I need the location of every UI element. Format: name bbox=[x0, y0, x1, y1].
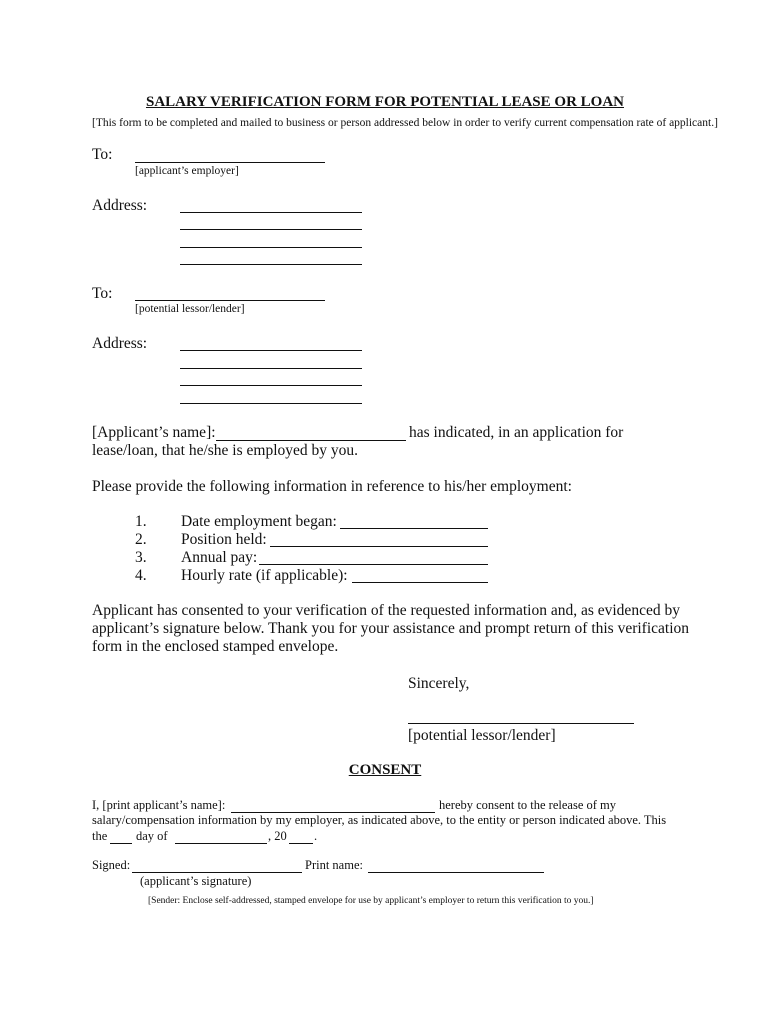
item-number: 3. bbox=[135, 549, 147, 566]
employer-caption: [applicant’s employer] bbox=[135, 165, 239, 177]
request-text: Please provide the following information in reference to his/her employment: bbox=[92, 478, 572, 495]
applicant-signature-field[interactable] bbox=[132, 872, 302, 873]
employer-to-label: To: bbox=[92, 146, 113, 163]
annual-pay-field[interactable] bbox=[259, 564, 488, 565]
consent-paragraph-line: form in the enclosed stamped envelope. bbox=[92, 638, 339, 655]
consent-day-field[interactable] bbox=[110, 843, 132, 844]
lender-caption: [potential lessor/lender] bbox=[135, 303, 245, 315]
consent-line3-end: . bbox=[314, 829, 318, 843]
employer-address-line-1[interactable] bbox=[180, 212, 362, 213]
item-number: 4. bbox=[135, 567, 147, 584]
consent-dayof-label: day of bbox=[136, 829, 168, 843]
lender-name-field[interactable] bbox=[135, 300, 325, 301]
applicant-name-field[interactable] bbox=[216, 440, 406, 441]
employer-address-label: Address: bbox=[92, 197, 148, 214]
item-number: 2. bbox=[135, 531, 147, 548]
hourly-rate-field[interactable] bbox=[352, 582, 488, 583]
sincerely-text: Sincerely, bbox=[408, 675, 470, 692]
applicant-signature-caption: (applicant’s signature) bbox=[140, 874, 252, 888]
consent-paragraph-line: Applicant has consented to your verification of the requested information and, as evidenced by bbox=[92, 602, 680, 619]
lender-address-label: Address: bbox=[92, 335, 148, 352]
consent-year-prefix: , 20 bbox=[268, 829, 287, 843]
print-name-label: Print name: bbox=[305, 858, 363, 872]
employer-address-line-4[interactable] bbox=[180, 264, 362, 265]
consent-line1-suffix: hereby consent to the release of my bbox=[439, 798, 617, 812]
date-employment-field[interactable] bbox=[340, 528, 488, 529]
item-label: Date employment began: bbox=[181, 513, 337, 530]
lender-address-line-4[interactable] bbox=[180, 403, 362, 404]
form-title: SALARY VERIFICATION FORM FOR POTENTIAL LEASE OR LOAN bbox=[145, 94, 624, 110]
applicant-line-2: lease/loan, that he/she is employed by you. bbox=[92, 442, 359, 459]
consent-heading: CONSENT bbox=[348, 762, 422, 778]
consent-month-field[interactable] bbox=[175, 843, 267, 844]
lender-address-line-2[interactable] bbox=[180, 368, 362, 369]
consent-print-name-label: I, [print applicant’s name]: bbox=[92, 798, 226, 812]
print-name-field[interactable] bbox=[368, 872, 544, 873]
lender-address-line-3[interactable] bbox=[180, 385, 362, 386]
lender-address-line-1[interactable] bbox=[180, 350, 362, 351]
consent-the-label: the bbox=[92, 829, 108, 843]
applicant-line-suffix: has indicated, in an application for bbox=[409, 424, 624, 441]
signed-label: Signed: bbox=[92, 858, 131, 872]
applicant-name-label: [Applicant’s name]: bbox=[92, 424, 216, 441]
employer-address-line-2[interactable] bbox=[180, 229, 362, 230]
item-number: 1. bbox=[135, 513, 147, 530]
lender-to-label: To: bbox=[92, 285, 113, 302]
employer-address-line-3[interactable] bbox=[180, 247, 362, 248]
consent-year-field[interactable] bbox=[289, 843, 313, 844]
item-label: Annual pay: bbox=[181, 549, 258, 566]
form-instructions: [This form to be completed and mailed to business or person addressed below in order to verify current compensation rate of applicant.] bbox=[92, 117, 718, 129]
position-held-field[interactable] bbox=[270, 546, 488, 547]
consent-line-2: salary/compensation information by my employer, as indicated above, to the entity or person indicated above. This bbox=[92, 813, 667, 827]
lender-signature-caption: [potential lessor/lender] bbox=[408, 727, 556, 744]
employer-name-field[interactable] bbox=[135, 162, 325, 163]
consent-paragraph-line: applicant’s signature below. Thank you for your assistance and prompt return of this verification bbox=[92, 620, 690, 637]
item-label: Hourly rate (if applicable): bbox=[181, 567, 348, 584]
item-label: Position held: bbox=[181, 531, 267, 548]
sender-note: [Sender: Enclose self-addressed, stamped envelope for use by applicant’s employer to return this verification to you.] bbox=[148, 896, 594, 906]
lender-signature-field[interactable] bbox=[408, 723, 634, 724]
